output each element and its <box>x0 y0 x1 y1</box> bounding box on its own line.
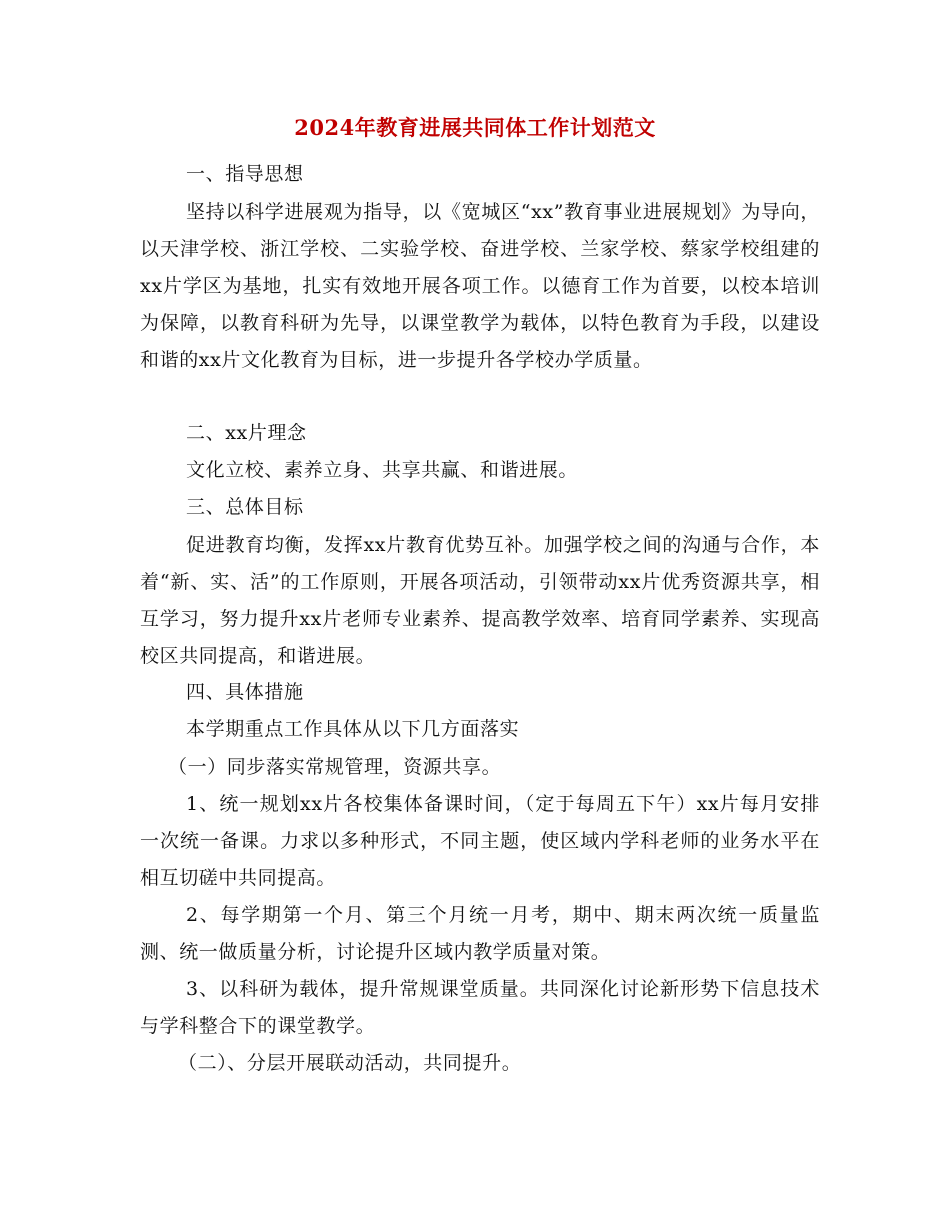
paragraph-guiding-ideology: 坚持以科学进展观为指导，以《宽城区“xx”教育事业进展规划》为导向，以天津学校、浙江学校、二实验学校、奋进学校、兰家学校、蔡家学校组建的xx片学区为基地，扎实有效地开展各项工作。以德育工作为首要，以校本培训为保障，以教育科研为先导，以课堂教学为载体，以特色教育为手段，以建设和谐的xx片文化教育为目标，进一步提升各学校办学质量。 <box>140 201 820 371</box>
paragraph-overall-goals: 促进教育均衡，发挥xx片教育优势互补。加强学校之间的沟通与合作，本着“新、实、活”的工作原则，开展各项活动，引领带动xx片优秀资源共享，相互学习，努力提升xx片老师专业素养、提高教学效率、培育同学素养、实现高校区共同提高，和谐进展。 <box>140 534 820 667</box>
subsection-heading-routine-management: （一）同步落实常规管理，资源共享。 <box>168 756 502 778</box>
section-heading-specific-measures: 四、具体措施 <box>186 681 304 703</box>
list-item-2: 2、每学期第一个月、第三个月统一月考，期中、期末两次统一质量监测、统一做质量分析，讨论提升区域内教学质量对策。 <box>140 904 820 963</box>
document-title: 2024年教育进展共同体工作计划范文 <box>294 115 656 140</box>
subsection-heading-layered-activities: （二）、分层开展联动活动，共同提升。 <box>178 1052 522 1074</box>
section-heading-overall-goals: 三、总体目标 <box>186 496 304 518</box>
list-item-1: 1、统一规划xx片各校集体备课时间，（定于每周五下午）xx片每月安排一次统一备课。力求以多种形式，不同主题，使区域内学科老师的业务水平在相互切磋中共同提高。 <box>140 793 820 889</box>
section-heading-guiding-ideology: 一、指导思想 <box>186 163 304 185</box>
list-item-3: 3、以科研为载体，提升常规课堂质量。共同深化讨论新形势下信息技术与学科整合下的课堂教学。 <box>140 978 820 1037</box>
paragraph-measures-intro: 本学期重点工作具体从以下几方面落实 <box>186 718 520 740</box>
paragraph-concept: 文化立校、素养立身、共享共赢、和谐进展。 <box>186 459 579 481</box>
section-heading-concept: 二、xx片理念 <box>186 422 307 444</box>
